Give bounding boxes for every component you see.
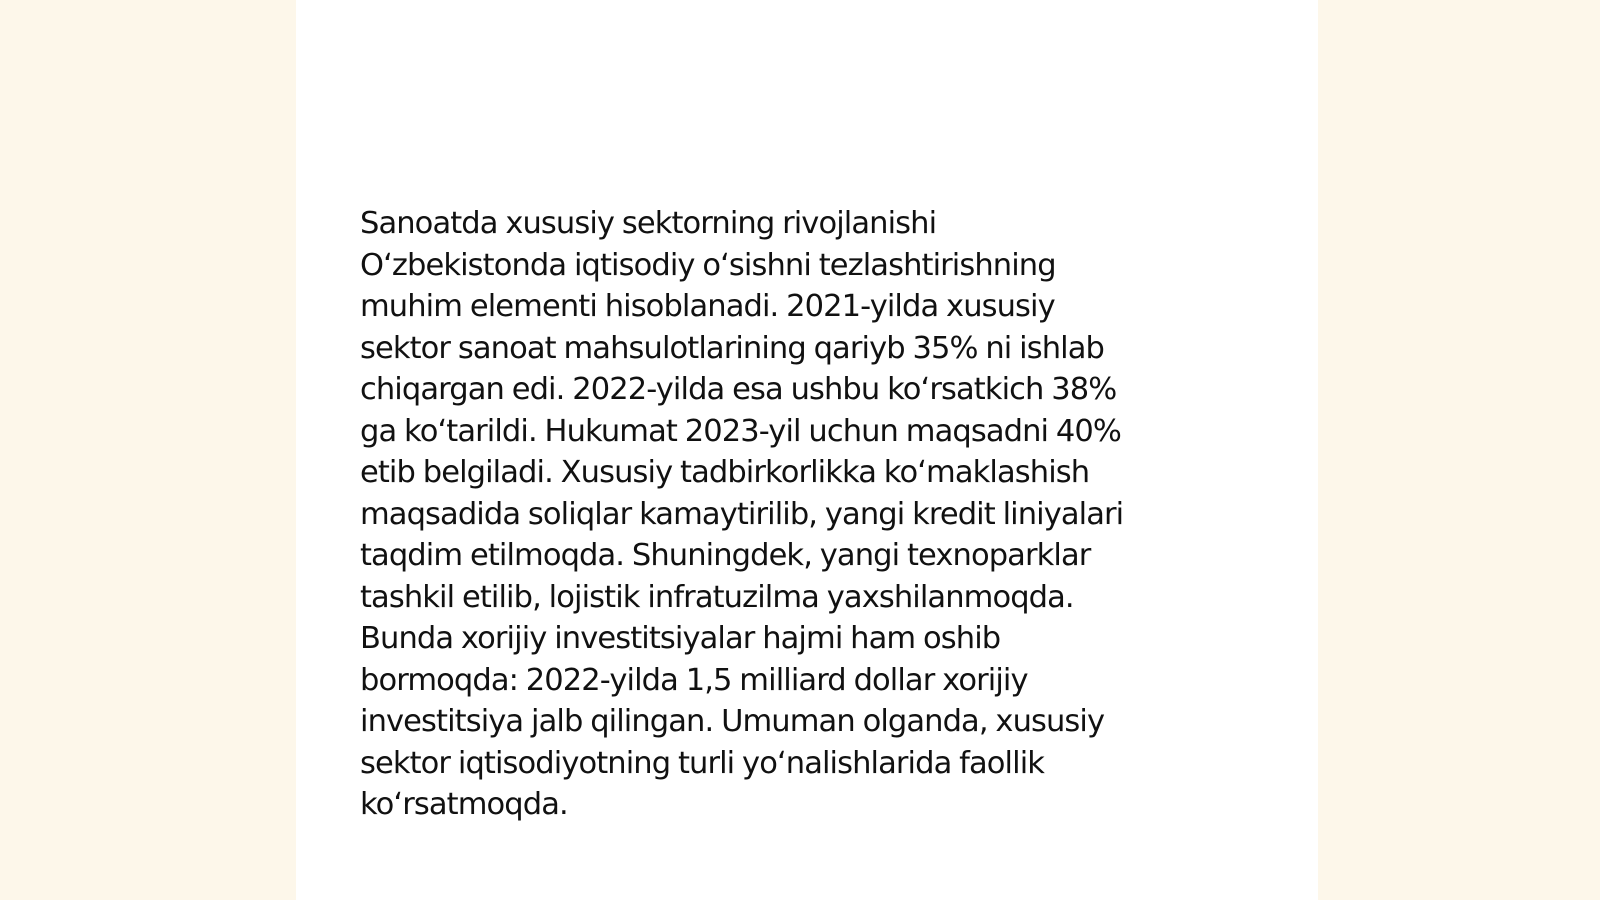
paragraph-line: chiqargan edi. 2022-yilda esa ushbu ko‘rsatkich 38% (360, 372, 1117, 407)
paragraph-line: bormoqda: 2022-yilda 1,5 milliard dollar xorijiy (360, 662, 1028, 698)
paragraph-line: investitsiya jalb qilingan. Umuman olganda, xususiy (360, 704, 1105, 739)
paragraph-line: sektor sanoat mahsulotlarining qariyb 35% ni ishlab (360, 330, 1104, 366)
paragraph-line: sektor iqtisodiyotning turli yo‘nalishlarida faollik (360, 745, 1045, 781)
paragraph-line: Bunda xorijiy investitsiyalar hajmi ham oshib (360, 621, 1001, 656)
paragraph-line: Sanoatda xususiy sektorning rivojlanishi (360, 206, 937, 241)
paragraph-line: ko‘rsatmoqda. (360, 787, 568, 822)
paragraph-line: taqdim etilmoqda. Shuningdek, yangi texnoparklar (360, 538, 1091, 573)
paragraph-line: ga ko‘tarildi. Hukumat 2023-yil uchun maqsadni 40% (360, 413, 1121, 449)
paragraph-line: etib belgiladi. Xususiy tadbirkorlikka ko‘maklashish (360, 455, 1090, 490)
paragraph-line: tashkil etilib, lojistik infratuzilma yaxshilanmoqda. (360, 579, 1074, 615)
paragraph-line: muhim elementi hisoblanadi. 2021-yilda xususiy (360, 289, 1055, 324)
paragraph-line: maqsadida soliqlar kamaytirilib, yangi kredit liniyalari (360, 496, 1124, 532)
paragraph-line: O‘zbekistonda iqtisodiy o‘sishni tezlashtirishning (360, 247, 1056, 283)
body-paragraph (360, 203, 1240, 826)
